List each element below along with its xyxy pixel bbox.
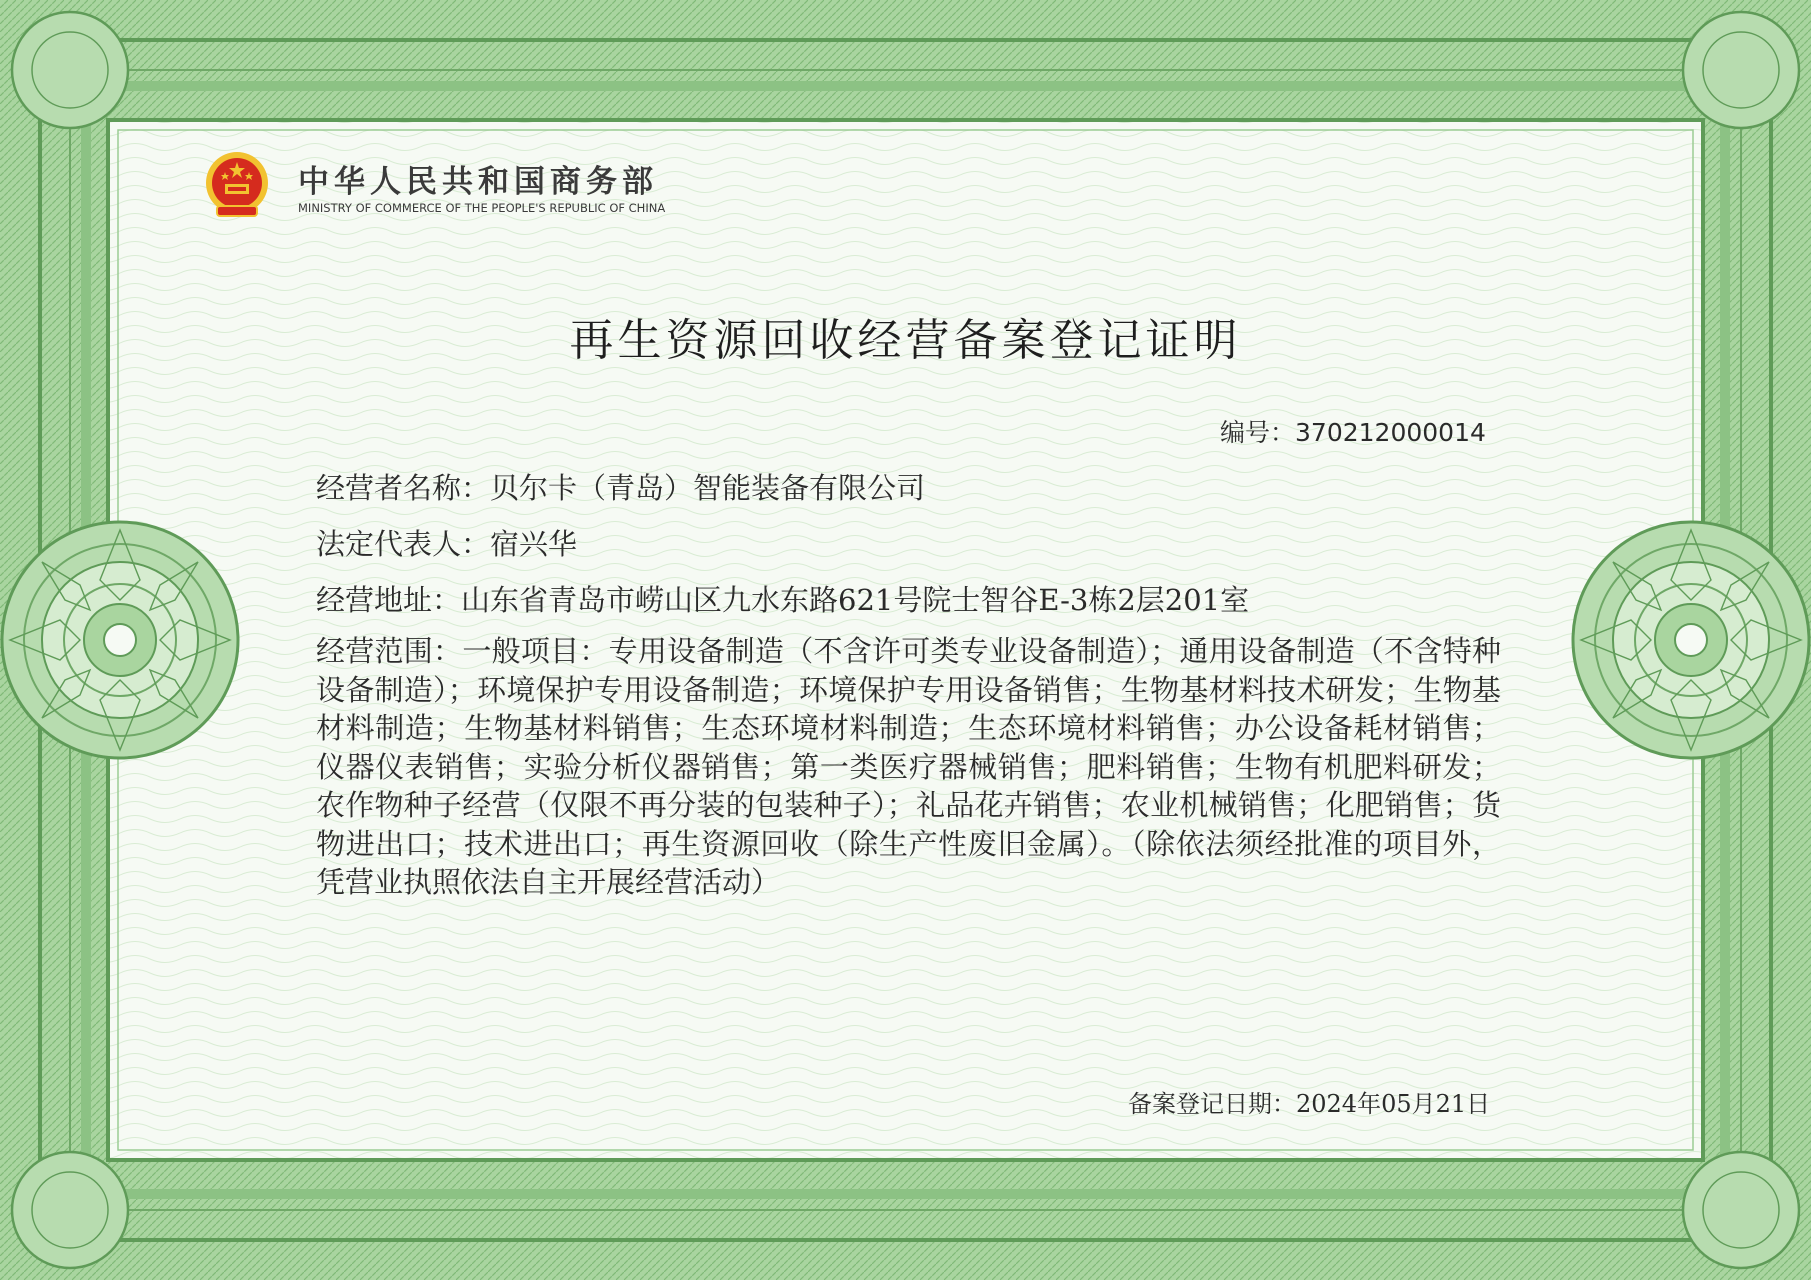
address-value: 山东省青岛市崂山区九水东路621号院士智谷E-3栋2层201室	[461, 583, 1250, 617]
business-scope-field	[316, 632, 1501, 902]
address-field	[316, 578, 1249, 619]
legal-rep-field	[316, 522, 577, 563]
ministry-name-cn: 中华人民共和国商务部	[298, 164, 658, 200]
legal-rep-label: 法定代表人：	[316, 527, 491, 561]
operator-label: 经营者名称：	[316, 471, 491, 505]
operator-value: 贝尔卡（青岛）智能装备有限公司	[490, 471, 926, 505]
certificate-title: 再生资源回收经营备案登记证明	[569, 315, 1242, 366]
certificate-number-value: 370212000014	[1295, 418, 1486, 447]
registration-date-label: 备案登记日期：	[1128, 1090, 1296, 1118]
business-scope-value: 一般项目：专用设备制造（不含许可类专业设备制造）；通用设备制造（不含特种设备制造）；环境保护专用设备制造；环境保护专用设备销售；生物基材料技术研发；生物基材料制造；生物基材料销售；生态环境材料制造；生态环境材料销售；办公设备耗材销售；仪器仪表销售；实验分析仪器销售；第一类医疗器械销售；肥料销售；生物有机肥料研发；农作物种子经营（仅限不再分装的包装种子）；礼品花卉销售；农业机械销售；化肥销售；货物进出口；技术进出口；再生资源回收（除生产性废旧金属）。（除依法须经批准的项目外，凭营业执照依法自主开展经营活动）	[316, 634, 1501, 899]
legal-rep-value: 宿兴华	[490, 527, 578, 561]
ministry-name-en: MINISTRY OF COMMERCE OF THE PEOPLE'S REPUBLIC OF CHINA	[298, 201, 666, 215]
business-scope-label: 经营范围：	[316, 634, 463, 668]
left-rosette	[2, 522, 238, 758]
certificate-number	[1220, 413, 1486, 449]
certificate-number-label: 编号：	[1220, 418, 1296, 447]
address-label: 经营地址：	[316, 583, 462, 617]
national-emblem	[203, 150, 271, 222]
registration-date-value: 2024年05月21日	[1296, 1090, 1491, 1118]
right-rosette	[1573, 522, 1809, 758]
operator-field	[316, 466, 925, 507]
registration-date	[1128, 1084, 1490, 1119]
